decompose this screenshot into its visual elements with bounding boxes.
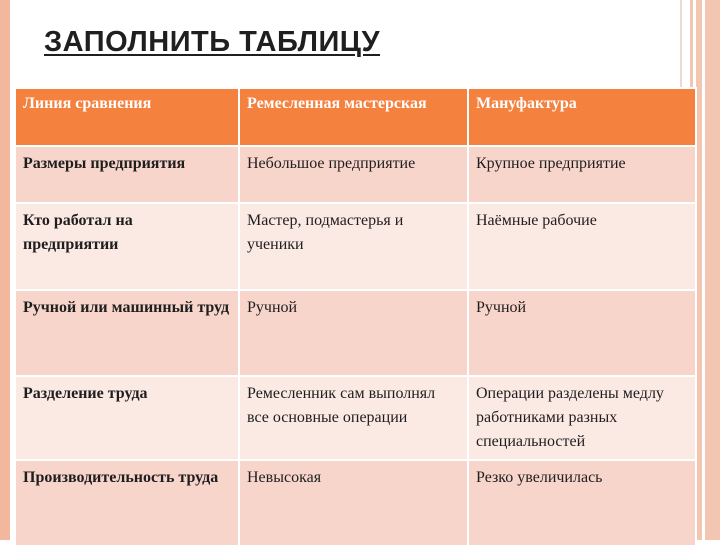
table-row bbox=[15, 376, 696, 460]
table-row bbox=[15, 290, 696, 376]
cell-workshop-productivity: Невысокая bbox=[239, 460, 468, 546]
header-craft-workshop: Ремесленная мастерская bbox=[239, 88, 468, 146]
cell-workshop-who-worked: Мастер, подмастерья и ученики bbox=[239, 203, 468, 290]
cell-workshop-labor-type: Ручной bbox=[239, 290, 468, 376]
slide-left-accent bbox=[0, 0, 10, 540]
table-row bbox=[15, 146, 696, 203]
table-header-row bbox=[15, 88, 696, 146]
table-row bbox=[15, 460, 696, 546]
table-row bbox=[15, 203, 696, 290]
header-comparison-line: Линия сравнения bbox=[15, 88, 239, 146]
cell-manufactory-enterprise-size: Крупное предприятие bbox=[468, 146, 696, 203]
cell-manufactory-who-worked: Наёмные рабочие bbox=[468, 203, 696, 290]
header-manufactory: Мануфактура bbox=[468, 88, 696, 146]
cell-workshop-enterprise-size: Небольшое предприятие bbox=[239, 146, 468, 203]
comparison-table bbox=[14, 87, 697, 547]
cell-manufactory-division-of-labor: Операции разделены медлу работниками разных специальностей bbox=[468, 376, 696, 460]
cell-manufactory-labor-type: Ручной bbox=[468, 290, 696, 376]
cell-manufactory-productivity: Резко увеличилась bbox=[468, 460, 696, 546]
row-label-productivity: Производительность труда bbox=[15, 460, 239, 546]
row-label-who-worked: Кто работал на предприятии bbox=[15, 203, 239, 290]
slide-title: ЗАПОЛНИТЬ ТАБЛИЦУ bbox=[44, 26, 381, 58]
cell-workshop-division-of-labor: Ремесленник сам выполнял все основные операции bbox=[239, 376, 468, 460]
row-label-enterprise-size: Размеры предприятия bbox=[15, 146, 239, 203]
row-label-labor-type: Ручной или машинный труд bbox=[15, 290, 239, 376]
row-label-division-of-labor: Разделение труда bbox=[15, 376, 239, 460]
